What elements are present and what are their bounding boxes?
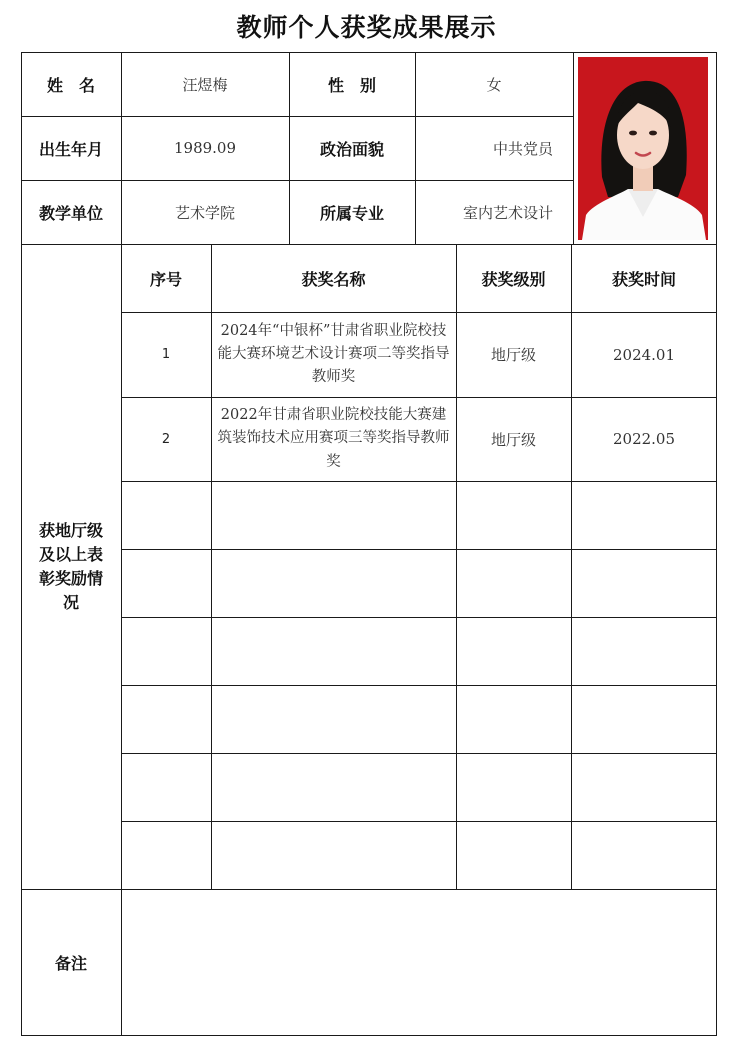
table-row-2-level: 地厅级 — [490, 430, 536, 449]
birth-value: 1989.09 — [173, 139, 237, 157]
table-row-1-award-name: 2024年“中银杯”甘肃省职业院校技能大赛环境艺术设计赛项二等奖指导教师奖 — [217, 322, 450, 386]
politics-label: 政治面貌 — [319, 139, 384, 159]
awards-section-label: 获地厅级及以上表彰奖励情况 — [38, 520, 103, 612]
table-row-1-date: 2024.01 — [612, 345, 676, 364]
name-label: 姓 名 — [46, 75, 95, 95]
remarks-label: 备注 — [54, 953, 87, 973]
table-row-2-date: 2022.05 — [612, 430, 676, 448]
gender-label: 性 别 — [327, 75, 376, 95]
table-row-1-index: 1 — [161, 347, 171, 362]
politics-value: 中共党员 — [492, 139, 553, 158]
major-label: 所属专业 — [319, 203, 384, 223]
table-row-2-index: 2 — [161, 431, 171, 447]
header-award-name: 获奖名称 — [301, 269, 366, 289]
award-form — [21, 52, 717, 1036]
header-award-date: 获奖时间 — [611, 269, 676, 289]
header-award-level: 获奖级别 — [481, 269, 546, 289]
table-row-2-award-name: 2022年甘肃省职业院校技能大赛建筑装饰技术应用赛项三等奖指导教师奖 — [217, 407, 450, 470]
birth-label: 出生年月 — [38, 139, 103, 159]
unit-value: 艺术学院 — [174, 203, 235, 222]
name-value: 汪煜梅 — [182, 75, 228, 94]
unit-label: 教学单位 — [38, 203, 103, 223]
table-row-1-level: 地厅级 — [490, 346, 536, 364]
major-value: 室内艺术设计 — [462, 203, 553, 222]
header-index: 序号 — [149, 269, 182, 289]
gender-value: 女 — [486, 75, 502, 94]
portrait-photo — [578, 57, 708, 240]
remarks-field — [121, 889, 717, 1035]
page-title: 教师个人获奖成果展示 — [236, 13, 497, 42]
